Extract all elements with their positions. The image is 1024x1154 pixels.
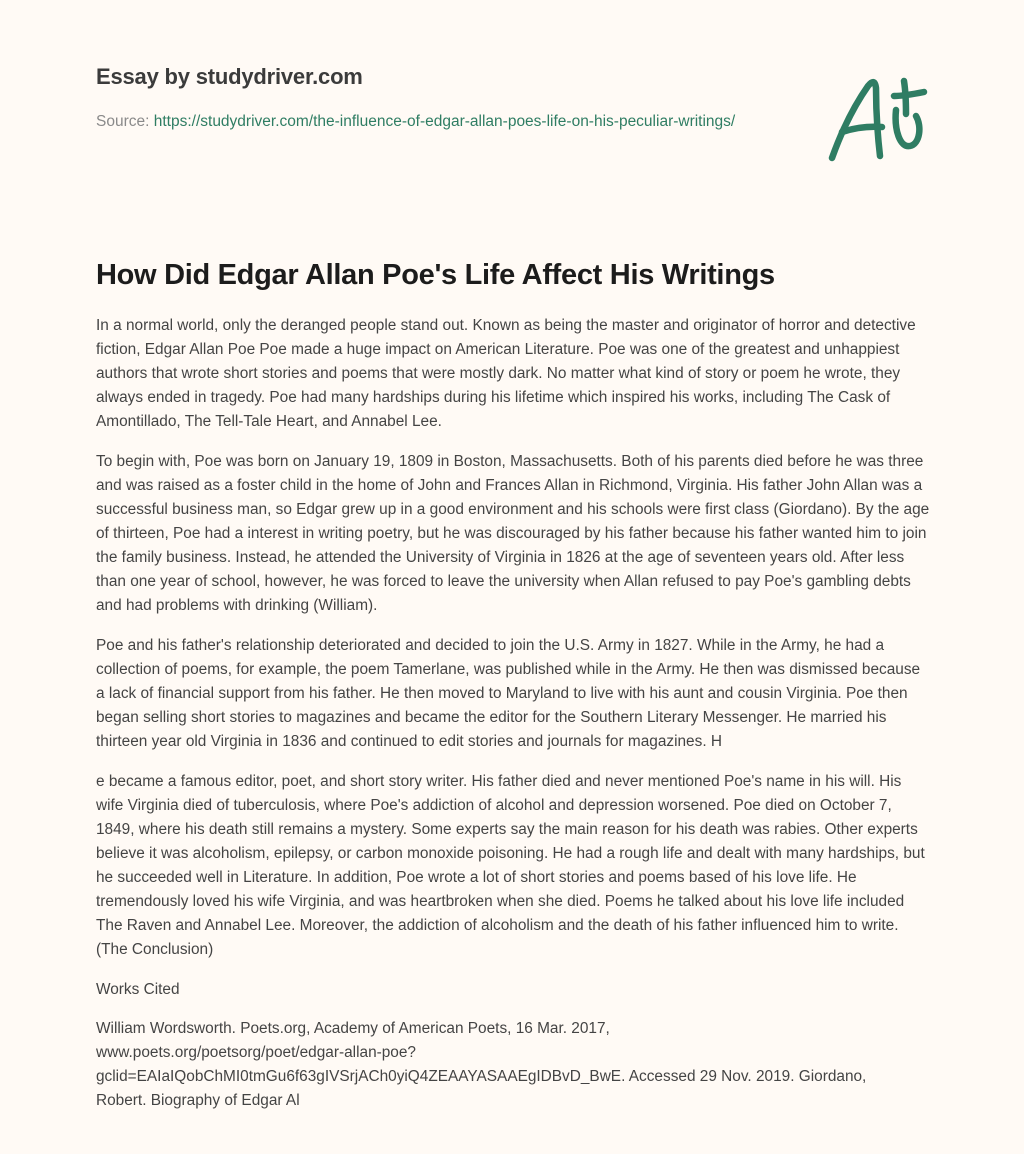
works-cited-entry xyxy=(96,1017,932,1113)
citation-line: Robert. Biography of Edgar Al xyxy=(96,1092,300,1109)
paragraph: Poe and his father's relationship deteriorated and decided to join the U.S. Army in 1827. While in the Army, he had a collection of poems, for example, the poem Tamerlane, was published while in the Army. He then was dismissed because a lack of financial support from his father. He then moved to Maryland to live with his aunt and cousin Virginia. Poe then began selling short stories to magazines and became the editor for the Southern Literary Messenger. He married his thirteen year old Virginia in 1836 and continued to edit stories and journals for magazines. H xyxy=(96,637,921,750)
paragraph: e became a famous editor, poet, and short story writer. His father died and never mentioned Poe's name in his will. His wife Virginia died of tuberculosis, where Poe's addiction of alcohol and depression worsened. Poe died on October 7, 1849, where his death still remains a mystery. Some experts say the main reason for his death was rabies. Other experts believe it was alcoholism, epilepsy, or carbon monoxide poisoning. He had a rough life and dealt with many hardships, but he succeeded well in Literature. In addition, Poe wrote a lot of short stories and poems based of his love life. He tremendously loved his wife Virginia, and was heartbroken when she died. Poems he talked about his love life included The Raven and Annabel Lee. Moreover, the addiction of alcoholism and the death of his father influenced him to write. (The Conclusion) xyxy=(96,773,925,958)
source-label: Source: xyxy=(96,113,154,130)
page-header xyxy=(96,62,756,134)
citation-line: www.poets.org/poetsorg/poet/edgar-allan-poe? xyxy=(96,1044,416,1061)
a-plus-grade-icon xyxy=(820,68,932,168)
works-cited-heading: Works Cited xyxy=(96,981,180,998)
site-title: Essay by studydriver.com xyxy=(96,64,363,89)
source-line xyxy=(96,110,756,134)
source-link[interactable]: https://studydriver.com/the-influence-of-edgar-allan-poes-life-on-his-peculiar-writings/ xyxy=(153,113,736,130)
article-title: How Did Edgar Allan Poe's Life Affect His Writings xyxy=(96,259,775,291)
citation-line: gclid=EAIaIQobChMI0tmGu6f63gIVSrjACh0yiQ4ZEAAYASAAEgIDBvD_BwE. Accessed 29 Nov. 2019. Giordano, xyxy=(96,1068,867,1085)
citation-line: William Wordsworth. Poets.org, Academy of American Poets, 16 Mar. 2017, xyxy=(96,1020,610,1037)
article-body xyxy=(96,314,932,1113)
paragraph: To begin with, Poe was born on January 19, 1809 in Boston, Massachusetts. Both of his parents died before he was three and was raised as a foster child in the home of John and Frances Allan in Richmond, Virginia. His father John Allan was a successful business man, so Edgar grew up in a good environment and his schools were first class (Giordano). By the age of thirteen, Poe had a interest in writing poetry, but he was discouraged by his father because his father wanted him to join the family business. Instead, he attended the University of Virginia in 1826 at the age of seventeen years old. After less than one year of school, however, he was forced to leave the university when Allan refused to pay Poe's gambling debts and had problems with drinking (William). xyxy=(96,453,930,614)
paragraph: In a normal world, only the deranged people stand out. Known as being the master and originator of horror and detective fiction, Edgar Allan Poe Poe made a huge impact on American Literature. Poe was one of the greatest and unhappiest authors that wrote short stories and poems that were mostly dark. No matter what kind of story or poem he wrote, they always ended in tragedy. Poe had many hardships during his lifetime which inspired his works, including The Cask of Amontillado, The Tell-Tale Heart, and Annabel Lee. xyxy=(96,317,916,430)
